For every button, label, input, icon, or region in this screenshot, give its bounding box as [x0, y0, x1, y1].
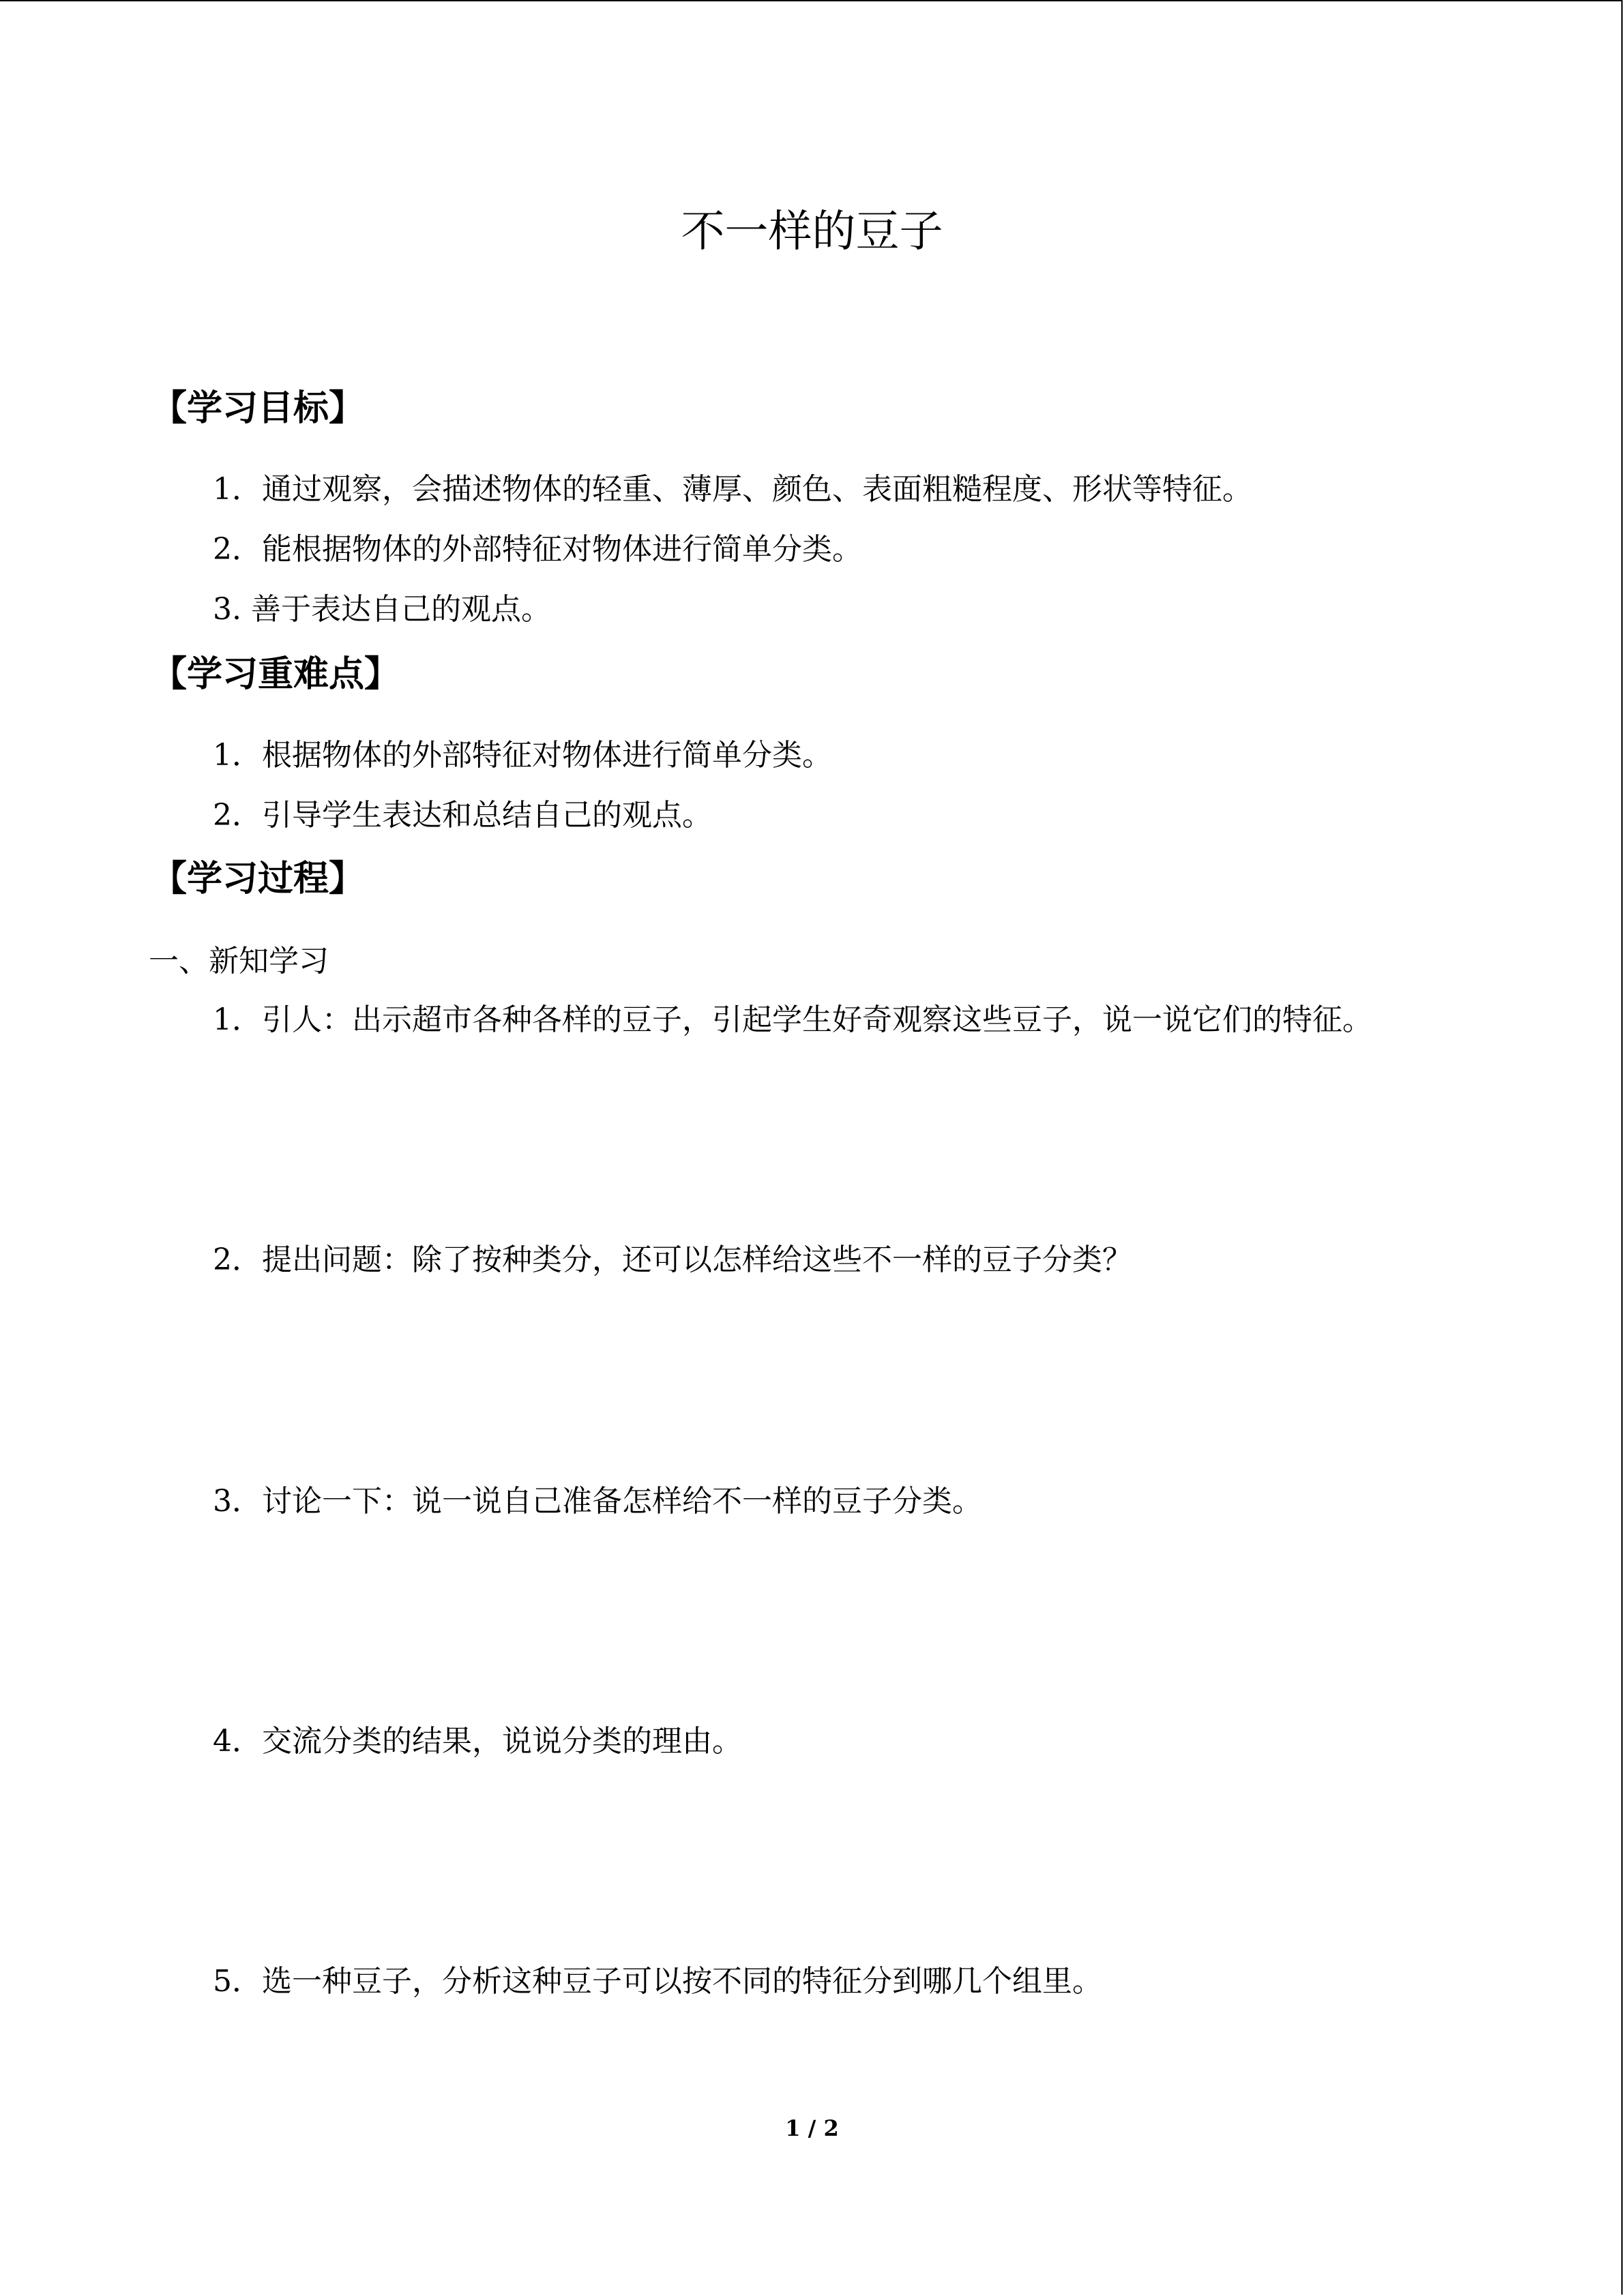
process-item-5: 5．选一种豆子，分析这种豆子可以按不同的特征分到哪几个组里。	[213, 1964, 1102, 1999]
process-item-4: 4．交流分类的结果，说说分类的理由。	[213, 1724, 742, 1759]
page-title: 不一样的豆子	[681, 207, 943, 257]
process-item-3: 3．讨论一下：说一说自己准备怎样给不一样的豆子分类。	[213, 1484, 982, 1519]
objectives-heading: 【学习目标】	[151, 388, 365, 429]
process-item-1: 1．引人：出示超市各种各样的豆子，引起学生好奇观察这些豆子，说一说它们的特征。	[213, 1002, 1372, 1037]
objective-item-1: 1．通过观察，会描述物体的轻重、薄厚、颜色、表面粗糙程度、形状等特征。	[213, 472, 1252, 507]
key-point-item-2: 2．引导学生表达和总结自己的观点。	[213, 798, 712, 833]
page-number: 1 / 2	[785, 2115, 839, 2141]
process-item-2: 2．提出问题：除了按种类分，还可以怎样给这些不一样的豆子分类？	[213, 1242, 1132, 1277]
key-point-item-1: 1．根据物体的外部特征对物体进行简单分类。	[213, 738, 832, 773]
objective-item-2: 2．能根据物体的外部特征对物体进行简单分类。	[213, 532, 862, 567]
key-points-heading: 【学习重难点】	[151, 654, 400, 695]
objective-item-3: 3. 善于表达自己的观点。	[213, 592, 551, 627]
process-subheading: 一、新知学习	[149, 944, 329, 979]
process-heading: 【学习过程】	[151, 859, 365, 899]
